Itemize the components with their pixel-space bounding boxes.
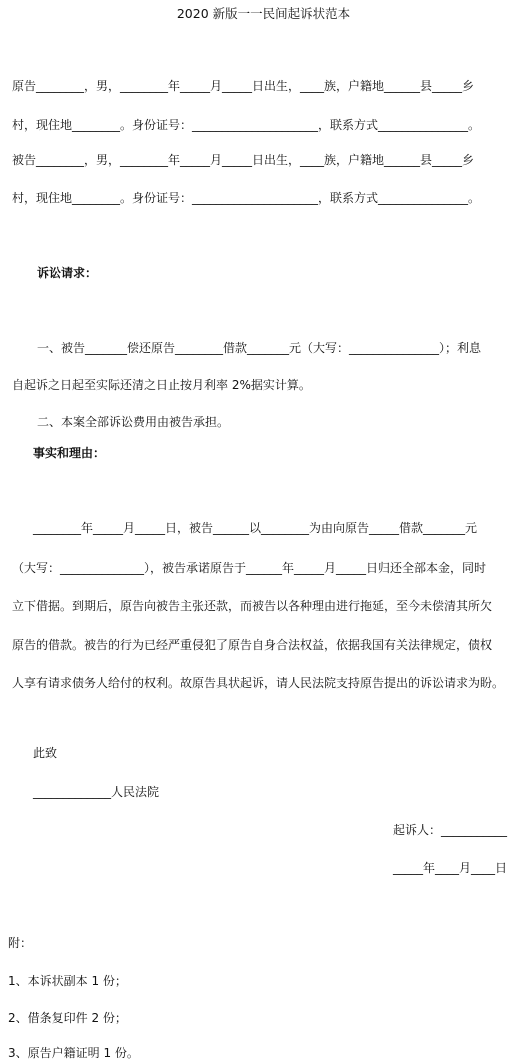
- facts-line-4: 原告的借款。被告的行为已经严重侵犯了原告自身合法权益，依据我国有关法律规定，债权: [12, 638, 493, 652]
- defendant-line-1: 被告________，男，________年_____月_____日出生，____族，户籍地______县_____乡: [12, 153, 475, 167]
- attachment-item: 1、本诉状副本 1 份；: [8, 974, 127, 988]
- defendant-line-2: 村，现住地________。身份证号：_____________________，联系方式_______________。: [12, 191, 481, 205]
- attachment-item: 2、借条复印件 2 份；: [8, 1011, 127, 1025]
- facts-line-3: 立下借据。到期后，原告向被告主张还款，而被告以各种理由进行拖延，至今未偿清其所欠: [12, 599, 493, 613]
- facts-heading: 事实和理由：: [33, 446, 106, 460]
- claim-item-2: 二、本案全部诉讼费用由被告承担。: [37, 415, 230, 429]
- claim-item-1-line-1: 一、被告_______偿还原告________借款_______元（大写：_______________）；利息: [37, 341, 482, 355]
- plaintiff-line-1: 原告________，男，________年_____月_____日出生，____族，户籍地______县_____乡: [12, 79, 475, 93]
- court-name-line: _____________人民法院: [33, 785, 160, 799]
- document-title: 2020 新版一一民间起诉状范本: [176, 6, 351, 21]
- plaintiff-line-2: 村，现住地________。身份证号：_____________________，联系方式_______________。: [12, 118, 481, 132]
- filing-date: _____年____月____日: [392, 861, 507, 875]
- facts-line-2: （大写：______________），被告承诺原告于______年_____月_____日归还全部本金，同时: [12, 561, 487, 575]
- attachment-item: 3、原告户籍证明 1 份。: [8, 1046, 139, 1060]
- facts-line-1: ________年_____月_____日，被告______以________为由向原告_____借款_______元: [33, 521, 478, 535]
- claims-heading: 诉讼请求：: [37, 266, 98, 280]
- closing-salutation: 此致: [33, 746, 58, 760]
- facts-line-5: 人享有请求债务人给付的权利。故原告具状起诉，请人民法院支持原告提出的诉讼请求为盼。: [12, 676, 505, 690]
- attachments-heading: 附：: [8, 936, 33, 950]
- claim-item-1-line-2: 自起诉之日起至实际还清之日止按月利率 2%据实计算。: [12, 378, 311, 392]
- plaintiff-signature: 起诉人：___________: [392, 823, 507, 837]
